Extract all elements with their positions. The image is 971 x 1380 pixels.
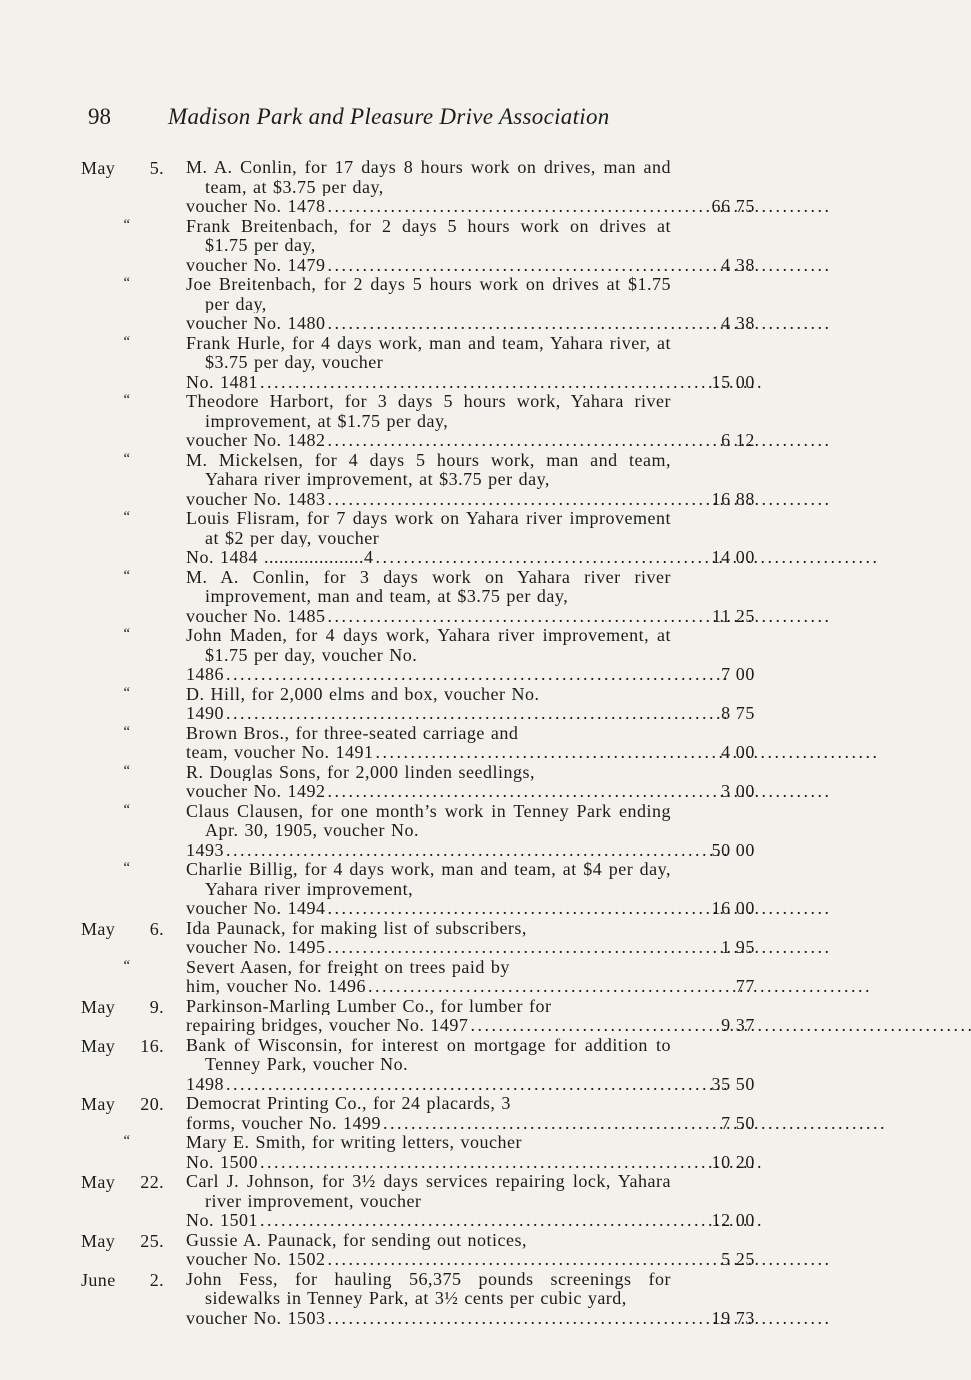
entry-voucher: voucher No. 1495 (186, 937, 326, 957)
ledger-entry (0, 509, 827, 568)
ditto-mark: “ (122, 216, 131, 233)
ledger-entry (0, 763, 827, 802)
entry-lead-text: John Fess, for hauling 56,375 pounds screenings for sidewalks in Tenney Park, at 3½ cents per cubic yard, (186, 1268, 671, 1308)
entry-voucher: voucher No. 1483 (186, 488, 326, 509)
entry-day: 6. (149, 918, 164, 939)
entry-voucher: No. 1500 (186, 1151, 258, 1172)
entry-date (0, 724, 170, 744)
entry-description (186, 919, 671, 958)
entry-voucher: him, voucher No. 1496 (186, 976, 366, 996)
entry-date (0, 275, 170, 295)
entry-lead-text: John Maden, for 4 days work, Yahara river improvement, at $1.75 per day, voucher No. (186, 625, 671, 665)
entry-voucher: 1490 (186, 703, 224, 723)
entry-lead-text: Brown Bros., for three-seated carriage and (186, 722, 519, 743)
entry-description (186, 392, 671, 451)
entry-date (0, 451, 170, 471)
entry-amount: 19 73 (711, 1307, 755, 1328)
entry-day: 20. (140, 1094, 164, 1114)
entry-lead-text: Bank of Wisconsin, for interest on mortgage for addition to Tenney Park, voucher No. (186, 1034, 671, 1074)
ditto-mark: “ (122, 333, 131, 350)
entry-voucher: team, voucher No. 1491 (186, 742, 374, 762)
ledger-entry (0, 802, 827, 861)
entry-voucher: 1486 (186, 664, 224, 684)
entry-lead-text: D. Hill, for 2,000 elms and box, voucher No. (186, 683, 540, 704)
entry-description (186, 568, 671, 627)
entry-amount: 7 00 (721, 664, 755, 684)
entry-voucher-line (186, 196, 671, 217)
entry-description (186, 860, 671, 919)
entry-amount: 35 50 (711, 1073, 755, 1094)
entry-voucher-line (186, 1015, 671, 1036)
entry-description (186, 997, 671, 1036)
entry-voucher: voucher No. 1492 (186, 781, 326, 801)
entry-date (0, 217, 170, 237)
entry-voucher: voucher No. 1478 (186, 196, 326, 216)
entry-lead-text: Joe Breitenbach, for 2 days 5 hours work on drives at $1.75 per day, (186, 274, 671, 314)
entry-amount: 10 20 (711, 1151, 755, 1172)
entry-voucher-line (186, 1151, 671, 1173)
ledger-entry (0, 685, 827, 724)
entry-amount: 1 95 (721, 937, 755, 957)
entry-amount: 11 25 (712, 605, 755, 626)
entry-date (0, 1270, 170, 1290)
ditto-mark: “ (122, 450, 131, 467)
entry-amount: 16 88 (711, 488, 755, 509)
entry-voucher-line (186, 664, 671, 685)
ledger-entry (0, 1231, 827, 1270)
entry-amount: 12 00 (711, 1210, 755, 1230)
entry-description (186, 958, 671, 997)
entry-date (0, 509, 170, 529)
entry-voucher: No. 1481 (186, 371, 258, 392)
entry-lead-text: Frank Hurle, for 4 days work, man and team, Yahara river, at $3.75 per day, voucher (186, 332, 671, 372)
entry-amount: 50 00 (711, 839, 755, 860)
ditto-mark: “ (122, 723, 131, 740)
entry-day: 5. (149, 158, 164, 178)
entry-voucher-line (186, 605, 671, 627)
entry-description (186, 158, 671, 217)
entry-day: 25. (140, 1230, 164, 1251)
entry-lead-text: Gussie A. Paunack, for sending out notices, (186, 1229, 527, 1250)
entry-voucher-line (186, 898, 671, 919)
entry-voucher: No. 1484 ....................4 (186, 547, 374, 567)
ledger-entry (0, 275, 827, 334)
ledger-entry (0, 919, 827, 958)
entry-date (0, 626, 170, 646)
entry-voucher-line (186, 781, 671, 802)
ditto-mark: “ (122, 567, 131, 584)
entry-description (186, 685, 671, 724)
entry-lead-text: Ida Paunack, for making list of subscribers, (186, 917, 527, 938)
entry-date (0, 568, 170, 588)
ledger-entry (0, 1094, 827, 1133)
entry-month: May (81, 158, 116, 178)
entry-amount: 5 25 (721, 1249, 755, 1269)
entry-date (0, 802, 170, 822)
ledger-entry (0, 568, 827, 627)
entry-description (186, 626, 671, 685)
entry-voucher: voucher No. 1485 (186, 605, 326, 626)
entry-description (186, 509, 671, 568)
ledger-entry (0, 1270, 827, 1329)
ditto-mark: “ (122, 860, 131, 876)
entry-amount: 14 00 (711, 547, 755, 567)
ditto-mark: “ (122, 801, 131, 818)
entry-description (186, 1270, 671, 1329)
entry-description (186, 724, 671, 763)
entry-description (186, 1036, 671, 1095)
running-title: Madison Park and Pleasure Drive Association (168, 104, 610, 129)
ledger-entry (0, 392, 827, 451)
entry-date (0, 1094, 170, 1114)
ditto-mark: “ (122, 684, 131, 701)
entry-amount: 77 (735, 976, 755, 996)
entry-voucher: voucher No. 1480 (186, 313, 326, 333)
entry-description (186, 275, 671, 334)
entry-date (0, 763, 170, 783)
entry-amount: 8 75 (721, 703, 755, 723)
entry-date (0, 1036, 170, 1056)
entry-lead-text: M. Mickelsen, for 4 days 5 hours work, man and team, Yahara river improvement, at $3.75 per day, (186, 449, 671, 489)
ledger-entry (0, 217, 827, 276)
ledger-entry (0, 158, 827, 217)
ledger-entry (0, 860, 827, 919)
entry-date (0, 997, 170, 1017)
entry-voucher: 1493 (186, 839, 224, 860)
ditto-mark: “ (122, 957, 131, 974)
entry-voucher-line (186, 547, 671, 568)
entry-date (0, 958, 170, 978)
ledger-entry (0, 997, 827, 1036)
entry-amount: 9 37 (721, 1015, 755, 1035)
entry-month: May (81, 1172, 116, 1192)
entry-month: May (81, 1230, 116, 1251)
ledger-entry (0, 334, 827, 393)
entry-voucher-line (186, 1073, 671, 1095)
running-head (88, 100, 688, 134)
entry-voucher-line (186, 976, 671, 997)
entry-description (186, 763, 671, 802)
entry-date (0, 1231, 170, 1251)
entry-description (186, 1094, 671, 1133)
entry-voucher-line (186, 1112, 671, 1134)
entry-lead-text: Severt Aasen, for freight on trees paid by (186, 956, 510, 977)
entry-voucher-line (186, 488, 671, 510)
entry-lead-text: Carl J. Johnson, for 3½ days services repairing lock, Yahara river improvement, voucher (186, 1171, 671, 1211)
ditto-mark: “ (122, 509, 131, 525)
entry-lead-text: Claus Clausen, for one month’s work in Tenney Park ending Apr. 30, 1905, voucher No. (186, 800, 671, 840)
ledger-entry (0, 724, 827, 763)
entry-lead-text: R. Douglas Sons, for 2,000 linden seedlings, (186, 761, 535, 782)
entry-day: 2. (149, 1269, 164, 1290)
ledger-entry (0, 1133, 827, 1172)
entry-amount: 4 38 (721, 254, 755, 275)
entry-voucher-line (186, 937, 671, 958)
entry-voucher-line (186, 313, 671, 334)
entry-day: 9. (149, 996, 164, 1017)
ditto-mark: “ (122, 392, 131, 408)
entry-voucher-line (186, 371, 671, 393)
entry-month: May (81, 996, 116, 1017)
entry-date (0, 392, 170, 412)
entry-voucher-line (186, 254, 671, 276)
entry-voucher-line (186, 430, 671, 451)
entry-voucher-line (186, 839, 671, 861)
entry-lead-text: Theodore Harbort, for 3 days 5 hours work, Yahara river improvement, at $1.75 per day, (186, 391, 671, 431)
entry-amount: 66 75 (711, 196, 755, 216)
entry-month: May (81, 1035, 116, 1056)
entry-voucher: forms, voucher No. 1499 (186, 1112, 381, 1133)
page-number: 98 (88, 104, 111, 129)
entry-description (186, 1172, 671, 1231)
entry-date (0, 685, 170, 705)
ditto-mark: “ (122, 275, 131, 291)
entry-voucher: No. 1501 (186, 1210, 258, 1230)
entry-lead-text: Louis Flisram, for 7 days work on Yahara river improvement at $2 per day, voucher (186, 508, 671, 548)
entry-voucher: repairing bridges, voucher No. 1497 (186, 1015, 469, 1035)
entry-voucher: voucher No. 1503 (186, 1307, 326, 1328)
entry-voucher: voucher No. 1482 (186, 430, 326, 450)
entry-voucher-line (186, 703, 671, 724)
entry-date (0, 1133, 170, 1153)
entry-voucher-line (186, 1210, 671, 1231)
entry-voucher: voucher No. 1479 (186, 254, 326, 275)
entry-voucher-line (186, 1249, 671, 1270)
entry-amount: 7 50 (721, 1112, 755, 1133)
ledger-entry (0, 1172, 827, 1231)
entry-voucher-line (186, 742, 671, 763)
entry-voucher-line (186, 1307, 671, 1329)
ditto-mark: “ (122, 762, 131, 779)
entry-voucher: voucher No. 1502 (186, 1249, 326, 1269)
entry-day: 16. (140, 1035, 164, 1056)
entry-date (0, 919, 170, 939)
entry-lead-text: Frank Breitenbach, for 2 days 5 hours work on drives at $1.75 per day, (186, 215, 671, 255)
entry-month: May (81, 1094, 116, 1114)
entry-month: June (81, 1269, 116, 1290)
entry-amount: 4 38 (721, 313, 755, 333)
entry-month: May (81, 918, 116, 939)
ledger-entry (0, 958, 827, 997)
ditto-mark: “ (122, 1133, 131, 1149)
entry-description (186, 802, 671, 861)
entry-description (186, 217, 671, 276)
entry-lead-text: Democrat Printing Co., for 24 placards, 3 (186, 1093, 511, 1113)
entry-description (186, 451, 671, 510)
entry-date (0, 158, 170, 178)
entry-lead-text: M. A. Conlin, for 17 days 8 hours work on drives, man and team, at $3.75 per day, (186, 157, 671, 197)
entry-day: 22. (140, 1172, 164, 1192)
entry-amount: 6 12 (721, 430, 755, 450)
entry-lead-text: Charlie Billig, for 4 days work, man and team, at $4 per day, Yahara river improvement, (186, 859, 671, 899)
entry-amount: 16 00 (711, 898, 755, 918)
ledger-entry (0, 1036, 827, 1095)
entry-amount: 15 00 (711, 371, 755, 392)
entry-date (0, 860, 170, 880)
entry-description (186, 1231, 671, 1270)
ditto-mark: “ (122, 626, 131, 642)
entry-voucher: voucher No. 1494 (186, 898, 326, 918)
entry-lead-text: M. A. Conlin, for 3 days work on Yahara river river improvement, man and team, at $3.75 per day, (186, 566, 671, 606)
ledger-entries (0, 158, 827, 1328)
entry-lead-text: Mary E. Smith, for writing letters, voucher (186, 1132, 522, 1152)
entry-voucher: 1498 (186, 1073, 224, 1094)
ledger-entry (0, 626, 827, 685)
entry-date (0, 1172, 170, 1192)
entry-amount: 4 00 (721, 742, 755, 762)
entry-description (186, 1133, 671, 1172)
entry-description (186, 334, 671, 393)
entry-lead-text: Parkinson-Marling Lumber Co., for lumber for (186, 995, 552, 1016)
entry-date (0, 334, 170, 354)
entry-amount: 3 00 (721, 781, 755, 801)
ledger-entry (0, 451, 827, 510)
